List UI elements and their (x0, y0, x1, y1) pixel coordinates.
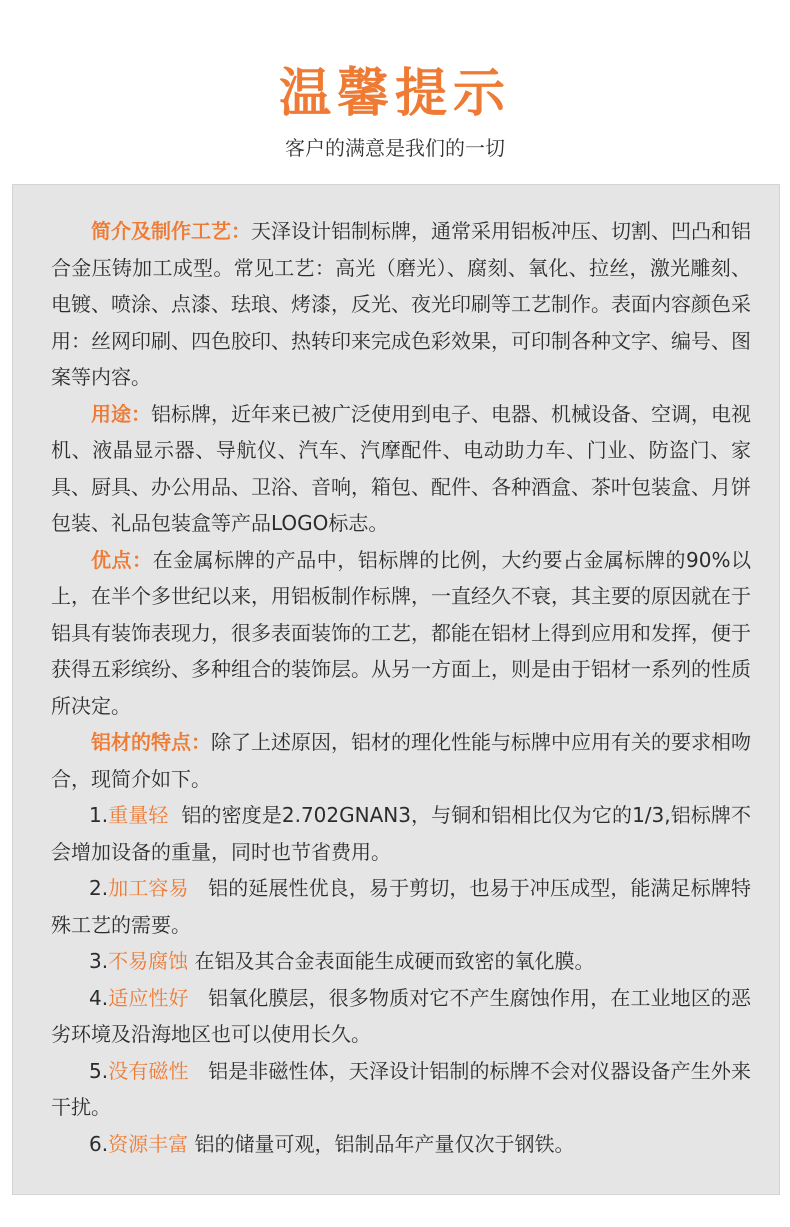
feature-text: 铝的储量可观，铝制品年产量仅次于钢铁。 (188, 1131, 575, 1156)
info-panel (12, 184, 780, 1195)
feature-item-light-weight (51, 797, 751, 870)
feature-name: 不易腐蚀 (108, 949, 189, 973)
section-features-heading: 铝材的特点： (91, 730, 211, 754)
feature-number: 6. (89, 1131, 109, 1156)
feature-name: 加工容易 (108, 876, 189, 900)
page-title: 温馨提示 (278, 64, 511, 124)
feature-number: 1. (89, 803, 109, 827)
page-subtitle: 客户的满意是我们的一切 (285, 136, 505, 160)
feature-name: 重量轻 (108, 803, 169, 827)
section-usage-text: 铝标牌，近年来已被广泛使用到电子、电器、机械设备、空调，电视机、液晶显示器、导航仪、汽车、汽摩配件、电动助力车、门业、防盗门、家具、厨具、办公用品、卫浴、音响，箱包、配件、各种酒盒、茶叶包装盒、月饼包装、礼品包装盒等产品LOGO标志。 (51, 401, 751, 535)
feature-text: 铝是非磁性体，天泽设计铝制的标牌不会对仪器设备产生外来干扰。 (51, 1058, 752, 1119)
section-advantages-text: 在金属标牌的产品中，铝标牌的比例，大约要占金属标牌的90%以上，在半个多世纪以来，用铝板制作标牌，一直经久不衰，其主要的原因就在于铝具有装饰表现力，很多表面装饰的工艺，都能在铝材上得到应用和发挥，便于获得五彩缤纷、多种组合的装饰层。从另一方面上，则是由于铝材一系列的性质所决定。 (51, 547, 752, 718)
section-intro-text: 天泽设计铝制标牌，通常采用铝板冲压、切割、凹凸和铝合金压铸加工成型。常见工艺：高光（磨光）、腐刻、氧化、拉丝，激光雕刻、电镀、喷涂、点漆、珐琅、烤漆，反光、夜光印刷等工艺制作。表面内容颜色采用：丝网印刷、四色胶印、热转印来完成色彩效果，可印制各种文字、编号、图案等内容。 (51, 219, 751, 389)
feature-number: 3. (89, 949, 109, 973)
section-usage-heading: 用途： (91, 401, 151, 426)
section-usage (51, 396, 751, 542)
feature-item-abundant-resources (51, 1126, 751, 1163)
feature-name: 没有磁性 (108, 1058, 189, 1083)
feature-item-adaptability (51, 980, 751, 1053)
feature-item-corrosion-resistant (51, 943, 751, 980)
feature-number: 5. (89, 1058, 109, 1083)
feature-name: 适应性好 (108, 985, 189, 1010)
feature-text: 铝的延展性优良，易于剪切，也易于冲压成型，能满足标牌特殊工艺的需要。 (51, 876, 752, 937)
feature-item-non-magnetic (51, 1053, 751, 1126)
section-features-text: 除了上述原因，铝材的理化性能与标牌中应用有关的要求相吻合，现简介如下。 (51, 730, 751, 791)
section-advantages-heading: 优点： (91, 547, 153, 572)
feature-number: 4. (89, 985, 109, 1010)
section-intro-heading: 简介及制作工艺： (91, 219, 251, 243)
feature-name: 资源丰富 (108, 1131, 189, 1156)
feature-text: 铝氧化膜层，很多物质对它不产生腐蚀作用，在工业地区的恶劣环境及沿海地区也可以使用长久。 (51, 985, 752, 1046)
feature-text: 铝的密度是2.702GNAN3，与铜和铝相比仅为它的1/3,铝标牌不会增加设备的重量，同时也节省费用。 (51, 803, 752, 864)
section-features (51, 724, 751, 797)
feature-number: 2. (89, 876, 109, 900)
section-intro (51, 213, 751, 396)
feature-item-easy-processing (51, 870, 751, 943)
section-advantages (51, 542, 751, 725)
feature-text: 在铝及其合金表面能生成硬而致密的氧化膜。 (188, 949, 595, 973)
